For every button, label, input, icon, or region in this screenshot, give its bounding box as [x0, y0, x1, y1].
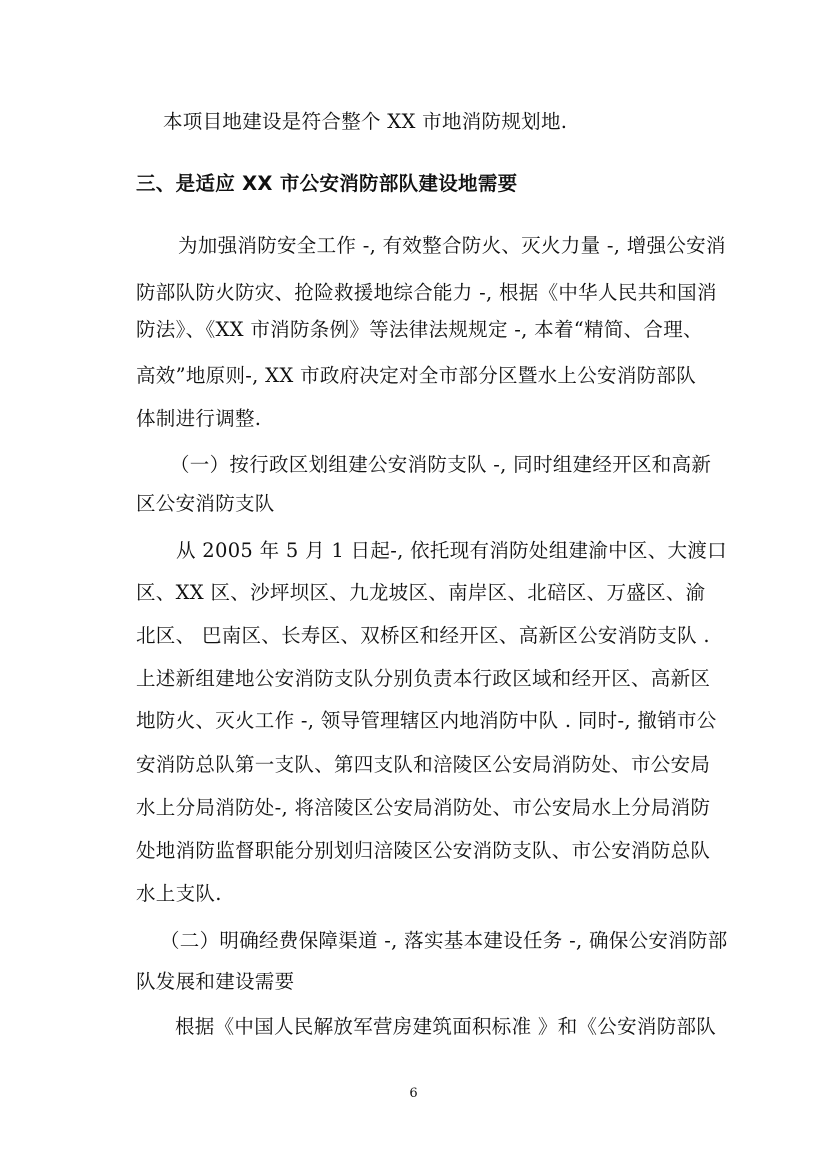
paragraph-line: 从 2005 年 5 月 1 日起-, 依托现有消防处组建渝中区、大渡口 [176, 539, 727, 562]
paragraph-line: 水上分局消防处-, 将涪陵区公安局消防处、市公安局水上分局消防 [136, 796, 711, 819]
subheading-line: （一）按行政区划组建公安消防支队 -, 同时组建经开区和高新 [170, 453, 712, 476]
page-number: 6 [409, 1086, 418, 1101]
paragraph-line: 高效”地原则-, XX 市政府决定对全市部分区暨水上公安消防部队 [136, 364, 697, 387]
paragraph-line: 地防火、灭火工作 -, 领导管理辖区内地消防中队 . 同时-, 撤销市公 [136, 709, 717, 732]
intro-line: 本项目地建设是符合整个 XX 市地消防规划地. [163, 110, 568, 133]
paragraph-line: 处地消防监督职能分别划归涪陵区公安消防支队、市公安消防总队 [136, 839, 711, 862]
paragraph-line: 根据《中国人民解放军营房建筑面积标准 》和《公安消防部队 [175, 1015, 717, 1038]
paragraph-line: 为加强消防安全工作 -, 有效整合防火、灭火力量 -, 增强公安消 [178, 234, 726, 257]
paragraph-line: 体制进行调整. [136, 407, 262, 430]
subheading-line: 队发展和建设需要 [136, 970, 295, 993]
paragraph-line: 上述新组建地公安消防支队分别负责本行政区域和经开区、高新区 [136, 667, 711, 690]
paragraph-line: 安消防总队第一支队、第四支队和涪陵区公安局消防处、市公安局 [136, 753, 711, 776]
paragraph-line: 防法》、《XX 市消防条例》等法律法规规定 -, 本着“精简、合理、 [136, 318, 703, 341]
subheading-line: 区公安消防支队 [136, 492, 275, 515]
paragraph-line: 防部队防火防灾、抢险救援地综合能力 -, 根据《中华人民共和国消 [136, 281, 717, 304]
paragraph-line: 北区、 巴南区、长寿区、双桥区和经开区、高新区公安消防支队 . [136, 624, 710, 647]
subheading-line: （二）明确经费保障渠道 -, 落实基本建设任务 -, 确保公安消防部 [160, 929, 728, 952]
paragraph-line: 区、XX 区、沙坪坝区、九龙坡区、南岸区、北碚区、万盛区、渝 [136, 581, 706, 604]
section-heading: 三、是适应 XX 市公安消防部队建设地需要 [136, 172, 518, 195]
paragraph-line: 水上支队. [136, 882, 222, 905]
